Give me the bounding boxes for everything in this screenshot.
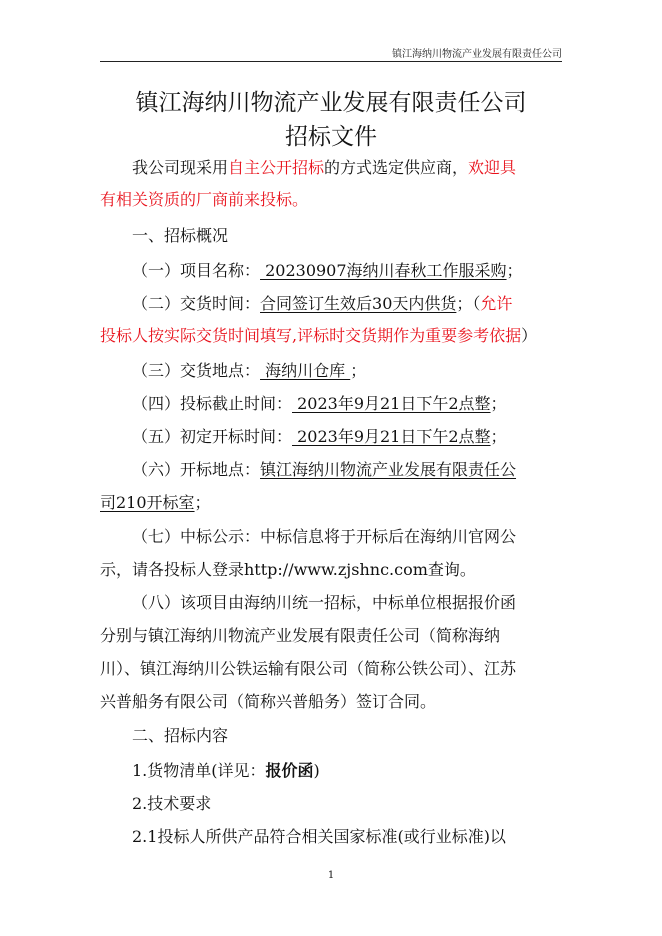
intro-line-2: 有相关资质的厂商前来投标。	[100, 190, 309, 209]
item-unified-tender-cont-2: 川）、镇江海纳川公铁运输有限公司（简称公铁公司）、江苏	[100, 659, 517, 678]
header-divider	[100, 61, 562, 62]
punctuation: ；	[490, 394, 507, 413]
punctuation: )	[313, 761, 320, 780]
punctuation: ；	[350, 361, 367, 380]
tender-method: 自主公开招标	[228, 158, 325, 177]
item-award-notice-cont: 示，请各投标人登录http://www.zjshnc.com查询。	[100, 560, 476, 579]
delivery-time-value: 合同签订生效后30天内供货	[260, 294, 457, 313]
running-header: 镇江海纳川物流产业发展有限责任公司	[392, 49, 562, 60]
delivery-place-value: 海纳川仓库	[260, 361, 351, 380]
item-opening-place-cont	[100, 492, 211, 514]
punctuation: ；	[506, 261, 523, 280]
item-label: （三）交货地点：	[132, 361, 261, 380]
item-delivery-place	[132, 360, 366, 382]
welcome-text: 欢迎具	[468, 158, 517, 177]
punctuation: ）	[521, 326, 538, 345]
item-label: （四）投标截止时间：	[132, 394, 293, 413]
punctuation: ；	[490, 427, 507, 446]
punctuation: ；	[194, 493, 211, 512]
item-label: （六）开标地点：	[132, 460, 261, 479]
bid-deadline-value: 2023年9月21日下午2点整	[292, 394, 491, 413]
item-goods-list	[132, 760, 320, 782]
item-label: （五）初定开标时间：	[132, 427, 293, 446]
item-delivery-time	[132, 293, 512, 315]
delivery-note: 投标人按实际交货时间填写,评标时交货期作为重要参考依据	[100, 326, 522, 345]
document-title: 镇江海纳川物流产业发展有限责任公司	[135, 90, 527, 116]
section-heading-content: 二、招标内容	[132, 726, 229, 745]
opening-place-value: 镇江海纳川物流产业发展有限责任公	[260, 460, 517, 479]
item-unified-tender-cont-1: 分别与镇江海纳川物流产业发展有限责任公司（简称海纳	[100, 626, 501, 645]
page-number: 1	[327, 870, 335, 881]
item-unified-tender-cont-3: 兴普船务有限公司（简称兴普船务）签订合同。	[100, 692, 437, 711]
section-heading-overview: 一、招标概况	[132, 226, 229, 245]
item-bid-deadline	[132, 393, 507, 415]
item-tech-requirement-2-1: 2.1投标人所供产品符合相关国家标准(或行业标准)以	[132, 827, 506, 846]
item-award-notice: （七）中标公示：中标信息将于开标后在海纳川官网公	[132, 527, 517, 546]
item-unified-tender: （八）该项目由海纳川统一招标，中标单位根据报价函	[132, 593, 517, 612]
item-delivery-time-cont	[100, 325, 537, 347]
item-label: （一）项目名称：	[132, 261, 261, 280]
item-project-name	[132, 260, 523, 282]
document-subtitle: 招标文件	[285, 124, 377, 150]
opening-time-value: 2023年9月21日下午2点整	[292, 427, 491, 446]
item-opening-time	[132, 426, 507, 448]
intro-text: 的方式选定供应商，	[324, 158, 469, 177]
intro-text: 我公司现采用	[132, 158, 229, 177]
quotation-letter: 报价函	[265, 761, 314, 780]
intro-line-1	[132, 157, 516, 179]
punctuation: ；（	[456, 294, 481, 313]
opening-place-value: 司210开标室	[100, 493, 195, 512]
project-name-value: 20230907海纳川春秋工作服采购	[260, 261, 507, 280]
item-opening-place	[132, 459, 516, 481]
delivery-note: 允许	[480, 294, 513, 313]
goods-list-label: 1.货物清单(详见：	[132, 761, 266, 780]
item-label: （二）交货时间：	[132, 294, 261, 313]
item-tech-requirements: 2.技术要求	[132, 794, 212, 813]
